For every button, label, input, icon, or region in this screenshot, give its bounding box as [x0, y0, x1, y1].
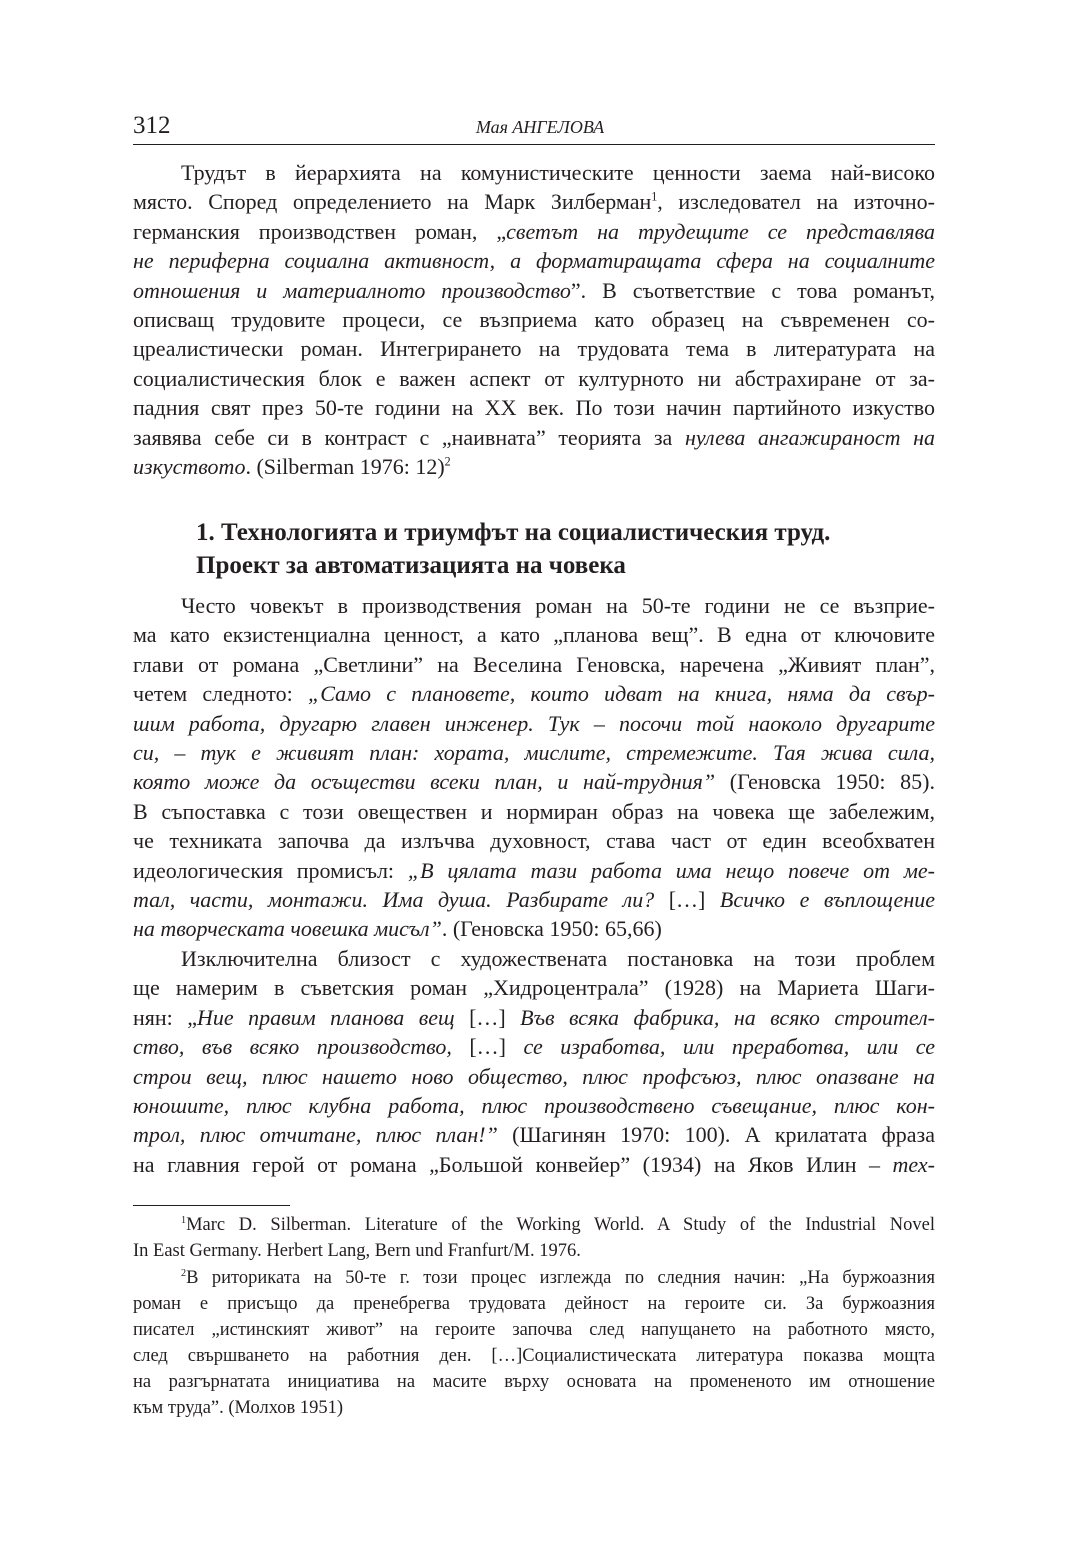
text-line [133, 364, 935, 393]
text-segment: роман е присъщо да пренебрегва трудовата дейност на героите си. За буржоазния [133, 1294, 935, 1314]
text-line [133, 591, 935, 620]
text-line [133, 423, 935, 452]
section-heading [196, 516, 830, 582]
text-segment: , изследовател на източно- [657, 189, 935, 215]
text-segment: германския производствен роман, „ [133, 218, 507, 244]
text-line [133, 1120, 935, 1149]
text-line [133, 158, 935, 187]
footnote-rule [133, 1205, 290, 1206]
text-segment: (Шагинян 1970: 100). А крилатата фраза [497, 1122, 935, 1148]
text-segment: на главния герой от романа „Большой конвейер” (1934) на Яков Илин – [133, 1151, 893, 1177]
text-segment: […] [451, 1034, 524, 1060]
text-line [133, 1238, 935, 1264]
text-line [133, 305, 935, 334]
text-segment: ще намерим в съветския роман „Хидроцентрала” (1928) на Мариета Шаги- [133, 975, 935, 1001]
text-line [133, 187, 935, 216]
header-rule [133, 144, 935, 145]
text-line [133, 334, 935, 363]
text-line [133, 393, 935, 422]
text-line [133, 1150, 935, 1179]
paragraph-2 [133, 591, 935, 944]
text-line [133, 1062, 935, 1091]
text-segment: на разгърнатата инициатива на масите върху основата на промененото им отношение [133, 1372, 935, 1392]
text-segment: към труда”. (Молхов 1951) [133, 1398, 344, 1418]
italic-text: тал, части, монтажи. Има душа. Разбирате ли? [133, 886, 655, 912]
text-line [133, 944, 935, 973]
footnote-2 [133, 1265, 935, 1421]
text-line [133, 650, 935, 679]
text-segment: нян: „ [133, 1004, 197, 1030]
text-line [133, 1003, 935, 1032]
italic-text: светът на трудещите се представлява [506, 218, 935, 244]
text-segment: […] [654, 886, 720, 912]
italic-text: изкуството [133, 453, 246, 479]
text-segment: че техниката започва да излъчва духовност, става част от един всеобхватен [133, 828, 935, 854]
italic-text: „Само с плановете, които идват на книга, няма да свър- [307, 681, 935, 707]
running-head: Мая АНГЕЛОВА [475, 117, 605, 137]
text-segment: (Геновска 1950: 85). [715, 769, 935, 795]
text-segment: четем следното: [133, 681, 308, 707]
text-line [133, 973, 935, 1002]
text-segment: Често човекът в производствения роман на 50-те години не се възприе- [181, 593, 935, 618]
text-line [133, 452, 935, 481]
italic-text: на творческата човешка мисъл” [133, 916, 442, 942]
text-line [133, 885, 935, 914]
text-segment: Трудът в йерархията на комунистическите ценности заема най-високо [181, 160, 935, 185]
text-line [133, 679, 935, 708]
text-segment: идеологическия промисъл: [133, 857, 408, 883]
paragraph-3 [133, 944, 935, 1179]
italic-text: тех- [892, 1151, 935, 1177]
footnote-marker: 1 [651, 189, 658, 204]
text-segment: Изключителна близост с художествената постановка на този проблем [181, 946, 935, 971]
text-line [133, 1395, 935, 1421]
text-segment: Marc D. Silberman. Literature of the Working World. A Study of the Industrial Novel [186, 1215, 935, 1235]
paragraph-1 [133, 158, 935, 481]
text-segment: социалистическия блок е важен аспект от културното ни абстрахиране от за- [133, 365, 935, 391]
italic-text: си, – тук е живият план: хората, мислите, стремежите. Тая жива сила, [133, 739, 935, 765]
text-segment: цреалистически роман. Интегрирането на трудовата тема в литературата на [133, 336, 935, 362]
text-line [133, 217, 935, 246]
heading-line-2: Проект за автоматизацията на човека [196, 552, 626, 579]
italic-text: „В цялата тази работа има нещо повече от ме- [407, 857, 935, 883]
text-line [133, 620, 935, 649]
footnote-marker: 2 [444, 454, 451, 469]
text-line [133, 797, 935, 826]
text-segment: […] [454, 1004, 521, 1030]
text-line [133, 767, 935, 796]
text-line [133, 276, 935, 305]
text-line [133, 1369, 935, 1395]
footnote-marker: 2 [181, 1267, 187, 1279]
text-segment: писател „истинският живот” на героите започва след напущането на работното място, [133, 1320, 935, 1340]
page-number: 312 [133, 112, 171, 139]
italic-text: се изработва, или преработва, или се [523, 1034, 935, 1060]
text-segment: заявява себе си в контраст с „наивната” теорията за [133, 424, 685, 450]
text-line [133, 856, 935, 885]
text-segment: ма като екзистенциална ценност, а като „планова вещ”. В една от ключовите [133, 622, 935, 648]
text-segment: падния свят през 50-те години на XX век. По този начин партийното изкуство [133, 395, 935, 421]
italic-text: Ние правим планова вещ [196, 1004, 455, 1030]
italic-text: която може да осъществи всеки план, и най-трудния” [133, 769, 716, 795]
text-segment: В съпоставка с този овеществен и нормиран образ на човека ще забележим, [133, 798, 935, 824]
text-line [133, 1265, 935, 1291]
text-line [133, 738, 935, 767]
italic-text: не периферна социална активност, а форматиращата сфера на социалните [133, 248, 935, 274]
text-segment: описващ трудовите процеси, се възприема като образец на съвременен со- [133, 306, 935, 332]
text-line [133, 826, 935, 855]
text-line [133, 1091, 935, 1120]
text-segment: В риториката на 50-те г. този процес изглежда по следния начин: „На буржоазния [186, 1268, 935, 1288]
italic-text: ство, във всяко производство, [133, 1034, 452, 1060]
text-line [133, 709, 935, 738]
text-segment: . (Silberman 1976: 12) [245, 453, 445, 479]
text-line [133, 914, 935, 943]
italic-text: строи вещ, плюс нашето ново общество, плюс профсъюз, плюс опазване на [133, 1063, 935, 1089]
italic-text: шим работа, другарю главен инженер. Тук – посочи той наоколо другарите [133, 710, 935, 736]
italic-text: Във всяка фабрика, на всяко строител- [520, 1004, 935, 1030]
footnote-1 [133, 1212, 935, 1264]
heading-line-1: 1. Технологията и триумфът на социалистическия труд. [196, 519, 831, 546]
italic-text: юношите, плюс клубна работа, плюс производствено съвещание, плюс кон- [133, 1092, 935, 1118]
italic-text: трол, плюс отчитане, плюс план!” [133, 1122, 498, 1148]
text-line [133, 1343, 935, 1369]
text-line [133, 246, 935, 275]
text-segment: . (Геновска 1950: 65,66) [441, 916, 662, 942]
text-line [133, 1032, 935, 1061]
text-segment: място. Според определението на Марк Зилберман [133, 189, 652, 215]
text-line [133, 1317, 935, 1343]
italic-text: Всичко е въплощение [719, 886, 935, 912]
italic-text: отношения и материалното производство [133, 277, 571, 303]
text-segment: глави от романа „Светлини” на Веселина Геновска, наречена „Живият план”, [133, 651, 935, 677]
text-segment: ”. В съответствие с това романът, [570, 277, 935, 303]
footnote-marker: 1 [181, 1214, 187, 1226]
text-line [133, 1212, 935, 1238]
text-line [133, 1291, 935, 1317]
text-segment: In East Germany. Herbert Lang, Bern und Franfurt/M. 1976. [133, 1241, 581, 1261]
italic-text: нулева ангажираност на [684, 424, 935, 450]
text-segment: след свършването на работния ден. […]Социалистическата литература показва мощта [133, 1346, 935, 1366]
